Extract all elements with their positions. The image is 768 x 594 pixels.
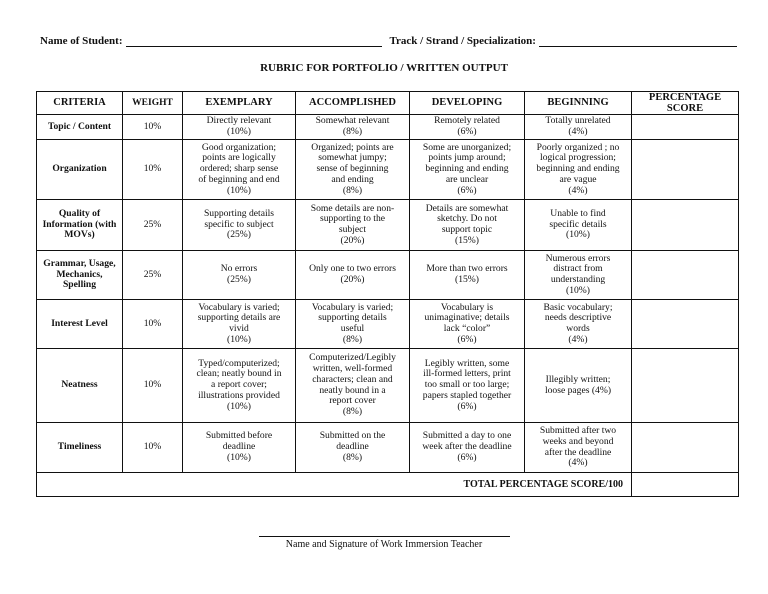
weight-cell: 10% xyxy=(123,349,183,423)
exemplary-cell xyxy=(183,349,296,423)
accomplished-line: Organized; points are xyxy=(311,141,394,153)
developing-line: Remotely related xyxy=(434,115,500,127)
developing-line: More than two errors xyxy=(426,263,508,275)
beginning-line: needs descriptive xyxy=(544,312,612,324)
beginning-line: specific details xyxy=(549,218,607,230)
developing-line: (6%) xyxy=(457,126,477,138)
exemplary-cell xyxy=(183,115,296,140)
accomplished-line: supporting details xyxy=(318,312,387,324)
developing-cell xyxy=(410,140,525,200)
accomplished-line: (8%) xyxy=(342,406,363,417)
criteria-cell: Timeliness xyxy=(37,423,123,473)
beginning-cell xyxy=(525,200,632,251)
accomplished-line: (8%) xyxy=(342,126,363,138)
exemplary-line: illustrations provided xyxy=(198,389,280,401)
beginning-line: (10%) xyxy=(566,284,590,296)
beginning-line: logical progression; xyxy=(540,152,616,164)
col-developing: DEVELOPING xyxy=(410,92,525,115)
exemplary-cell xyxy=(183,300,296,349)
exemplary-line: deadline xyxy=(222,441,256,453)
developing-line: Submitted a day to one xyxy=(422,430,512,442)
exemplary-line: (10%) xyxy=(227,400,251,412)
criteria-cell: Quality of Information (with MOVs) xyxy=(37,200,123,251)
rubric-title: RUBRIC FOR PORTFOLIO / WRITTEN OUTPUT xyxy=(260,62,508,74)
exemplary-line: clean; neatly bound in xyxy=(196,368,282,380)
beginning-line: (4%) xyxy=(568,126,588,138)
total-score-cell[interactable] xyxy=(632,473,739,497)
col-criteria: CRITERIA xyxy=(37,92,123,115)
signature-label: Name and Signature of Work Immersion Teacher xyxy=(285,539,483,550)
developing-line: (15%) xyxy=(455,274,479,286)
header-row xyxy=(37,92,739,115)
exemplary-line: a report cover; xyxy=(211,379,267,391)
accomplished-line: (8%) xyxy=(342,333,363,345)
weight-cell: 10% xyxy=(123,423,183,473)
beginning-line: Unable to find xyxy=(550,207,606,219)
exemplary-line: ordered; sharp sense xyxy=(199,163,279,175)
beginning-line: words xyxy=(566,323,590,335)
exemplary-line: (10%) xyxy=(227,333,251,345)
beginning-line: (10%) xyxy=(566,229,590,241)
beginning-line: after the deadline xyxy=(544,446,612,458)
beginning-line: (4%) xyxy=(568,457,588,469)
accomplished-line: (20%) xyxy=(340,234,365,246)
accomplished-cell xyxy=(296,300,410,349)
beginning-cell xyxy=(525,115,632,140)
accomplished-cell xyxy=(296,423,410,473)
col-percentage-score: PERCENTAGE SCORE xyxy=(632,92,739,115)
percentage-score-cell[interactable] xyxy=(632,140,739,200)
developing-line: beginning and ending xyxy=(425,163,509,175)
exemplary-line: vivid xyxy=(229,323,249,335)
percentage-score-cell[interactable] xyxy=(632,200,739,251)
beginning-line: (4%) xyxy=(568,184,588,196)
developing-line: Details are somewhat xyxy=(425,202,509,214)
beginning-line: Submitted after two xyxy=(539,425,617,437)
col-weight: WEIGHT xyxy=(123,92,183,115)
accomplished-line: (20%) xyxy=(340,274,365,286)
developing-line: (6%) xyxy=(457,400,477,412)
weight-cell: 25% xyxy=(123,251,183,300)
table-row xyxy=(37,423,739,473)
total-row xyxy=(37,473,739,497)
criteria-cell: Interest Level xyxy=(37,300,123,349)
accomplished-line: (8%) xyxy=(342,184,363,196)
table-row xyxy=(37,300,739,349)
signature-line[interactable] xyxy=(259,536,510,537)
table-row xyxy=(37,251,739,300)
exemplary-cell xyxy=(183,423,296,473)
criteria-cell: Neatness xyxy=(37,349,123,423)
criteria-cell: Organization xyxy=(37,140,123,200)
accomplished-line: and ending xyxy=(331,173,374,185)
weight-cell: 10% xyxy=(123,140,183,200)
developing-line: ill-formed letters, print xyxy=(423,368,511,380)
developing-cell xyxy=(410,349,525,423)
table-row xyxy=(37,140,739,200)
beginning-line: Basic vocabulary; xyxy=(543,301,613,313)
developing-line: (15%) xyxy=(455,234,479,246)
developing-line: sketchy. Do not xyxy=(437,213,497,225)
developing-cell xyxy=(410,200,525,251)
developing-line: unimaginative; details xyxy=(424,312,510,324)
rubric-table xyxy=(36,91,739,497)
developing-line: week after the deadline xyxy=(422,441,512,453)
accomplished-cell xyxy=(296,251,410,300)
table-row xyxy=(37,200,739,251)
accomplished-line: Computerized/Legibly xyxy=(309,352,396,364)
student-info-line xyxy=(40,35,730,47)
exemplary-line: supporting details are xyxy=(197,312,281,324)
percentage-score-cell[interactable] xyxy=(632,300,739,349)
track-label: Track / Strand / Specialization: xyxy=(389,35,536,47)
criteria-cell: Topic / Content xyxy=(37,115,123,140)
total-label: TOTAL PERCENTAGE SCORE/100 xyxy=(37,473,632,497)
exemplary-line: points are logically xyxy=(202,152,276,164)
beginning-line: beginning and ending xyxy=(536,163,620,175)
beginning-cell xyxy=(525,140,632,200)
exemplary-line: (25%) xyxy=(227,274,251,286)
exemplary-line: specific to subject xyxy=(204,218,274,230)
exemplary-cell xyxy=(183,200,296,251)
accomplished-line: supporting to the xyxy=(319,213,386,225)
exemplary-line: (25%) xyxy=(227,229,251,241)
developing-cell xyxy=(410,300,525,349)
accomplished-line: characters; clean and xyxy=(312,373,393,385)
developing-line: points jump around; xyxy=(428,152,506,164)
exemplary-line: Supporting details xyxy=(203,207,275,219)
beginning-line: Poorly organized ; no xyxy=(536,141,620,153)
exemplary-line: (10%) xyxy=(227,184,251,196)
exemplary-line: Submitted before xyxy=(205,430,273,442)
exemplary-line: (10%) xyxy=(227,451,251,463)
accomplished-line: written, well-formed xyxy=(312,363,393,375)
student-name-field[interactable] xyxy=(126,36,382,47)
accomplished-line: Only one to two errors xyxy=(309,263,396,275)
exemplary-cell xyxy=(183,140,296,200)
criteria-cell: Grammar, Usage, Mechanics, Spelling xyxy=(37,251,123,300)
developing-line: (6%) xyxy=(457,451,477,463)
developing-cell xyxy=(410,251,525,300)
accomplished-line: Somewhat relevant xyxy=(315,115,390,127)
accomplished-line: sense of beginning xyxy=(316,163,389,175)
beginning-line: Totally unrelated xyxy=(545,115,611,127)
accomplished-line: subject xyxy=(338,224,367,236)
weight-cell: 25% xyxy=(123,200,183,251)
accomplished-line: Some details are non- xyxy=(310,202,395,214)
beginning-line: distract from xyxy=(553,263,603,275)
exemplary-line: Vocabulary is varied; xyxy=(198,301,280,313)
developing-line: lack “color” xyxy=(443,323,491,335)
developing-line: (6%) xyxy=(457,184,477,196)
developing-line: Vocabulary is xyxy=(440,301,494,313)
developing-line: too small or too large; xyxy=(424,379,510,391)
beginning-cell xyxy=(525,349,632,423)
student-name-label: Name of Student: xyxy=(40,35,123,47)
accomplished-line: deadline xyxy=(336,441,369,453)
accomplished-line: Submitted on the xyxy=(319,430,386,442)
exemplary-line: Typed/computerized; xyxy=(198,357,280,369)
developing-cell xyxy=(410,423,525,473)
beginning-line: understanding xyxy=(550,274,606,286)
accomplished-line: somewhat jumpy; xyxy=(318,152,387,164)
accomplished-line: Vocabulary is varied; xyxy=(311,301,394,313)
percentage-score-cell[interactable] xyxy=(632,423,739,473)
col-exemplary: EXEMPLARY xyxy=(183,92,296,115)
exemplary-line: (10%) xyxy=(227,126,251,138)
accomplished-line: report cover xyxy=(329,395,376,407)
exemplary-line: No errors xyxy=(220,263,258,275)
percentage-score-cell[interactable] xyxy=(632,251,739,300)
developing-line: papers stapled together xyxy=(422,389,512,401)
table-row xyxy=(37,115,739,140)
exemplary-line: Directly relevant xyxy=(206,115,272,127)
col-beginning: BEGINNING xyxy=(525,92,632,115)
developing-line: Legibly written, some xyxy=(424,357,510,369)
beginning-cell xyxy=(525,300,632,349)
accomplished-line: (8%) xyxy=(342,451,363,463)
col-accomplished: ACCOMPLISHED xyxy=(296,92,410,115)
developing-line: Some are unorganized; xyxy=(422,141,512,153)
beginning-line: (4%) xyxy=(568,333,588,345)
table-row xyxy=(37,349,739,423)
weight-cell: 10% xyxy=(123,300,183,349)
accomplished-cell xyxy=(296,115,410,140)
developing-line: (6%) xyxy=(457,333,477,345)
weight-cell: 10% xyxy=(123,115,183,140)
developing-line: support topic xyxy=(441,224,493,236)
beginning-line: weeks and beyond xyxy=(542,435,614,447)
percentage-score-cell[interactable] xyxy=(632,115,739,140)
accomplished-line: useful xyxy=(340,323,365,335)
beginning-cell xyxy=(525,423,632,473)
beginning-line: are vague xyxy=(559,173,597,185)
exemplary-cell xyxy=(183,251,296,300)
accomplished-cell xyxy=(296,349,410,423)
beginning-line: loose pages (4%) xyxy=(544,384,612,396)
track-field[interactable] xyxy=(539,36,737,47)
exemplary-line: Good organization; xyxy=(201,141,277,153)
beginning-line: Illegibly written; xyxy=(545,373,611,385)
accomplished-cell xyxy=(296,200,410,251)
exemplary-line: of beginning and end xyxy=(198,173,280,185)
percentage-score-cell[interactable] xyxy=(632,349,739,423)
developing-cell xyxy=(410,115,525,140)
accomplished-line: neatly bound in a xyxy=(319,384,386,396)
beginning-cell xyxy=(525,251,632,300)
developing-line: are unclear xyxy=(445,173,489,185)
beginning-line: Numerous errors xyxy=(545,252,611,264)
accomplished-cell xyxy=(296,140,410,200)
